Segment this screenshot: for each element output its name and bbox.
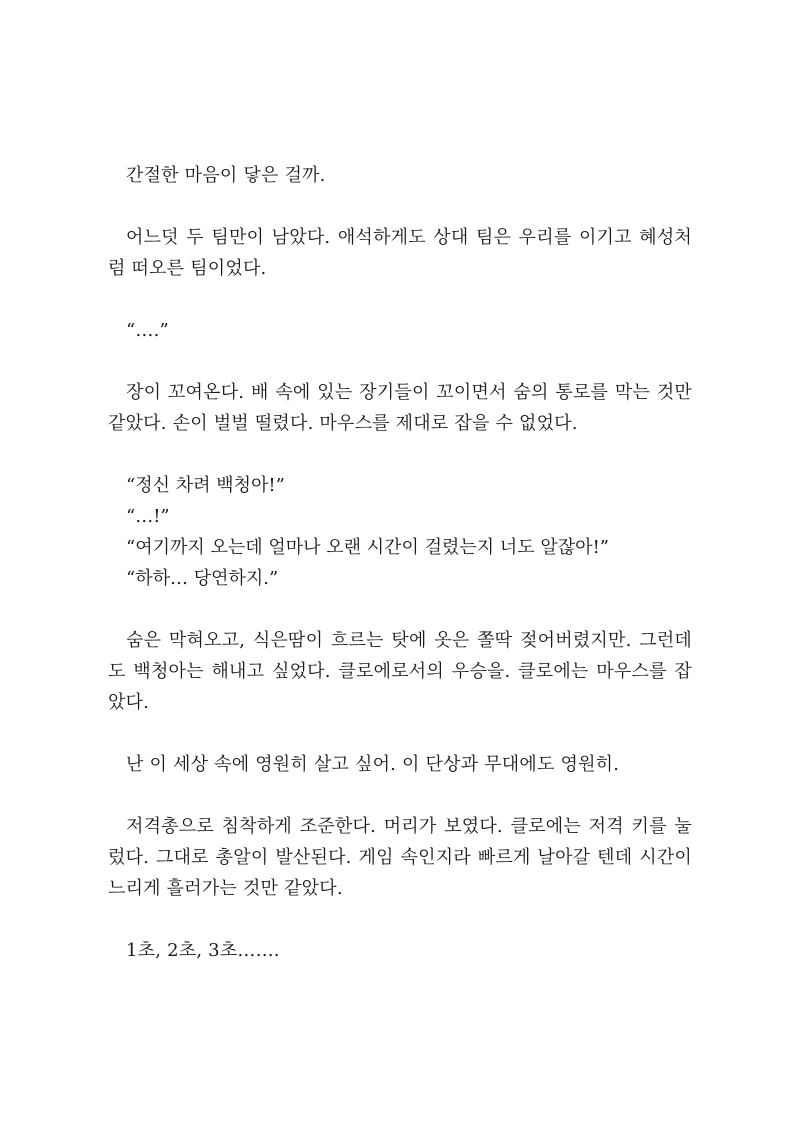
paragraph-gap [108, 904, 692, 935]
paragraph: 숨은 막혀오고, 식은땀이 흐르는 탓에 옷은 쫄딱 젖어버렸지만. 그런데도 백청아는 해내고 싶었다. 클로에로서의 우승을. 클로에는 마우스를 잡았다. [108, 630, 692, 713]
paragraph: 어느덧 두 팀만이 남았다. 애석하게도 상대 팀은 우리를 이기고 혜성처럼 떠오른 팀이었다. [108, 227, 692, 279]
dialogue-block [108, 470, 692, 594]
paragraph-gap [108, 191, 692, 222]
paragraph-gap [108, 594, 692, 625]
paragraph: 장이 꼬여온다. 배 속에 있는 장기들이 꼬이면서 숨의 통로를 막는 것만 같았다. 손이 벌벌 떨렸다. 마우스를 제대로 잡을 수 없었다. [108, 382, 692, 434]
paragraph: 1초, 2초, 3초……. [126, 940, 280, 961]
dialogue-line: “여기까지 오는데 얼마나 오랜 시간이 걸렸는지 너도 알잖아!” [126, 537, 609, 558]
paragraph-gap [108, 284, 692, 315]
dialogue-line: “…!” [126, 506, 170, 527]
paragraph: 간절한 마음이 닿은 걸까. [126, 165, 326, 186]
paragraph: 난 이 세상 속에 영원히 살고 싶어. 이 단상과 무대에도 영원히. [126, 754, 620, 775]
dialogue-line: “하하… 당연하지.” [126, 568, 279, 589]
dialogue-line: “정신 차려 백청아!” [126, 475, 285, 496]
paragraph-gap [108, 439, 692, 470]
paragraph-gap [108, 780, 692, 811]
paragraph: “….” [126, 320, 169, 341]
body-text [108, 160, 692, 966]
paragraph: 저격총으로 침착하게 조준한다. 머리가 보였다. 클로에는 저격 키를 눌렀다. 그대로 총알이 발산된다. 게임 속인지라 빠르게 날아갈 텐데 시간이 느리게 흘러가는 것만 같았다. [108, 816, 692, 899]
paragraph-gap [108, 718, 692, 749]
paragraph-gap [108, 346, 692, 377]
